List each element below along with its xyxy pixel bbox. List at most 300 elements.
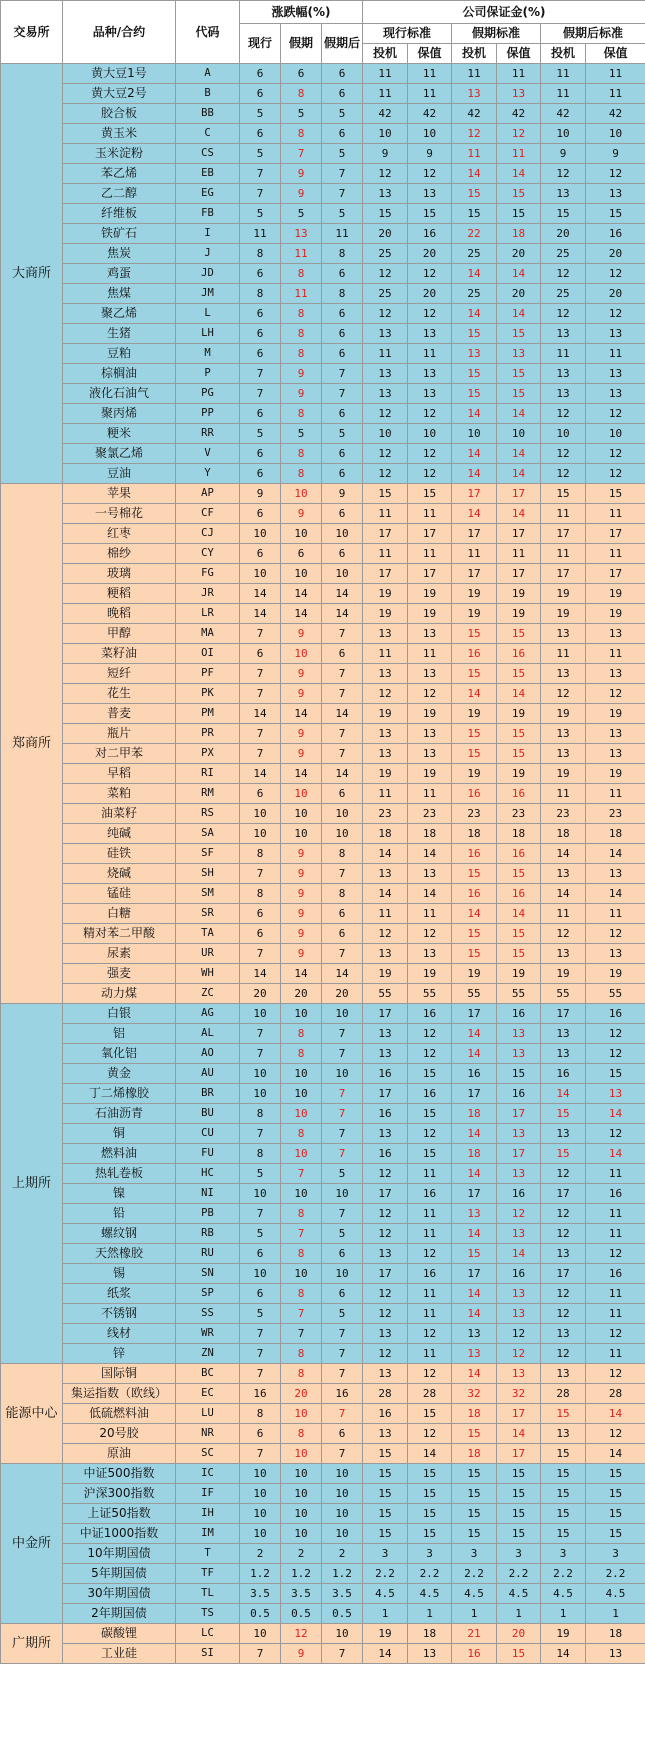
margin-after-hedge-cell: 13 [586,184,645,204]
margin-current-hedge-cell: 11 [408,344,452,364]
product-name: 集运指数（欧线） [63,1384,176,1404]
margin-after-spec-cell: 9 [541,144,586,164]
margin-after-spec-cell: 15 [541,204,586,224]
margin-current-spec-cell: 17 [363,1084,408,1104]
product-name: 聚氯乙烯 [63,444,176,464]
margin-after-spec-cell: 12 [541,1304,586,1324]
margin-current-spec-cell: 13 [363,864,408,884]
limit-holiday-cell: 14 [281,704,322,724]
product-code: P [176,364,240,384]
product-code: HC [176,1164,240,1184]
limit-holiday-cell: 7 [281,144,322,164]
limit-current-cell: 8 [240,244,281,264]
limit-holiday-cell: 10 [281,1464,322,1484]
product-name: 硅铁 [63,844,176,864]
margin-current-hedge-cell: 20 [408,284,452,304]
product-name: 黄大豆2号 [63,84,176,104]
margin-after-spec-cell: 12 [541,304,586,324]
header-hedge: 保值 [497,44,541,64]
limit-current-cell: 5 [240,424,281,444]
margin-current-spec-cell: 17 [363,564,408,584]
margin-after-spec-cell: 13 [541,1364,586,1384]
margin-current-hedge-cell: 12 [408,1124,452,1144]
product-name: 低硫燃料油 [63,1404,176,1424]
product-code: OI [176,644,240,664]
product-name: 石油沥青 [63,1104,176,1124]
limit-current-cell: 7 [240,1204,281,1224]
limit-after-cell: 5 [322,144,363,164]
limit-holiday-cell: 5 [281,204,322,224]
product-code: CU [176,1124,240,1144]
margin-after-hedge-cell: 1 [586,1604,645,1624]
margin-current-hedge-cell: 16 [408,1184,452,1204]
margin-current-hedge-cell: 23 [408,804,452,824]
margin-holiday-spec-cell: 13 [452,1344,497,1364]
limit-holiday-cell: 6 [281,544,322,564]
table-body [1,64,645,1664]
margin-after-hedge-cell: 13 [586,324,645,344]
margin-holiday-hedge-cell: 14 [497,444,541,464]
product-name: 30年期国债 [63,1584,176,1604]
product-name: 对二甲苯 [63,744,176,764]
margin-after-hedge-cell: 12 [586,164,645,184]
margin-current-hedge-cell: 10 [408,424,452,444]
product-name: 中证1000指数 [63,1524,176,1544]
product-name: 短纤 [63,664,176,684]
product-code: CF [176,504,240,524]
product-name: 白糖 [63,904,176,924]
limit-after-cell: 7 [322,1404,363,1424]
exchange-cell: 上期所 [1,1004,63,1364]
margin-current-hedge-cell: 13 [408,184,452,204]
product-name: 焦炭 [63,244,176,264]
product-code: BC [176,1364,240,1384]
margin-after-hedge-cell: 12 [586,924,645,944]
limit-current-cell: 6 [240,504,281,524]
margin-after-spec-cell: 12 [541,464,586,484]
product-code: RB [176,1224,240,1244]
table-row [1,1324,645,1344]
table-row [1,1404,645,1424]
limit-after-cell: 10 [322,1484,363,1504]
limit-after-cell: 7 [322,1084,363,1104]
margin-holiday-spec-cell: 13 [452,1324,497,1344]
product-name: 液化石油气 [63,384,176,404]
margin-current-hedge-cell: 42 [408,104,452,124]
limit-after-cell: 8 [322,844,363,864]
product-name: 乙二醇 [63,184,176,204]
margin-after-spec-cell: 13 [541,1244,586,1264]
margin-current-hedge-cell: 19 [408,964,452,984]
margin-holiday-spec-cell: 2.2 [452,1564,497,1584]
product-name: 生猪 [63,324,176,344]
limit-holiday-cell: 8 [281,1284,322,1304]
margin-holiday-hedge-cell: 15 [497,364,541,384]
margin-after-hedge-cell: 28 [586,1384,645,1404]
table-row [1,1044,645,1064]
product-code: M [176,344,240,364]
limit-current-cell: 5 [240,1224,281,1244]
product-code: PM [176,704,240,724]
margin-holiday-hedge-cell: 15 [497,384,541,404]
product-code: LC [176,1624,240,1644]
product-code: L [176,304,240,324]
margin-after-spec-cell: 15 [541,1444,586,1464]
limit-current-cell: 6 [240,444,281,464]
limit-holiday-cell: 9 [281,504,322,524]
margin-holiday-spec-cell: 14 [452,1044,497,1064]
margin-after-spec-cell: 13 [541,1124,586,1144]
margin-holiday-hedge-cell: 15 [497,1464,541,1484]
limit-current-cell: 7 [240,1124,281,1144]
limit-after-cell: 7 [322,1124,363,1144]
product-code: I [176,224,240,244]
limit-holiday-cell: 7 [281,1164,322,1184]
product-code: SR [176,904,240,924]
limit-after-cell: 6 [322,924,363,944]
margin-current-hedge-cell: 12 [408,1324,452,1344]
product-name: 粳稻 [63,584,176,604]
product-code: PF [176,664,240,684]
margin-after-spec-cell: 12 [541,1164,586,1184]
limit-current-cell: 0.5 [240,1604,281,1624]
product-name: 苯乙烯 [63,164,176,184]
margin-after-hedge-cell: 12 [586,1044,645,1064]
limit-holiday-cell: 9 [281,664,322,684]
margin-holiday-spec-cell: 14 [452,164,497,184]
margin-holiday-spec-cell: 17 [452,1264,497,1284]
table-row [1,1344,645,1364]
table-row [1,344,645,364]
margin-current-hedge-cell: 19 [408,704,452,724]
table-row [1,424,645,444]
table-row [1,1024,645,1044]
limit-after-cell: 7 [322,1024,363,1044]
product-name: 铜 [63,1124,176,1144]
margin-holiday-spec-cell: 15 [452,724,497,744]
margin-holiday-hedge-cell: 13 [497,1164,541,1184]
margin-current-spec-cell: 12 [363,1224,408,1244]
margin-after-spec-cell: 15 [541,1484,586,1504]
margin-holiday-hedge-cell: 55 [497,984,541,1004]
margin-after-spec-cell: 17 [541,524,586,544]
margin-after-spec-cell: 12 [541,1284,586,1304]
limit-holiday-cell: 10 [281,564,322,584]
margin-holiday-spec-cell: 1 [452,1604,497,1624]
limit-after-cell: 10 [322,1504,363,1524]
limit-holiday-cell: 14 [281,764,322,784]
margin-current-hedge-cell: 11 [408,1344,452,1364]
table-row [1,1104,645,1124]
margin-after-spec-cell: 13 [541,624,586,644]
limit-current-cell: 6 [240,304,281,324]
table-row [1,1584,645,1604]
margin-current-hedge-cell: 14 [408,884,452,904]
product-name: 黄玉米 [63,124,176,144]
product-code: SH [176,864,240,884]
margin-current-spec-cell: 13 [363,324,408,344]
table-row [1,404,645,424]
margin-holiday-hedge-cell: 14 [497,264,541,284]
margin-current-hedge-cell: 11 [408,64,452,84]
product-code: RR [176,424,240,444]
margin-current-spec-cell: 15 [363,484,408,504]
limit-holiday-cell: 8 [281,124,322,144]
margin-current-hedge-cell: 15 [408,1104,452,1124]
margin-after-spec-cell: 13 [541,664,586,684]
limit-after-cell: 14 [322,584,363,604]
product-code: NR [176,1424,240,1444]
margin-current-spec-cell: 55 [363,984,408,1004]
limit-after-cell: 6 [322,304,363,324]
table-row [1,84,645,104]
margin-after-hedge-cell: 19 [586,604,645,624]
limit-current-cell: 10 [240,1064,281,1084]
margin-current-spec-cell: 11 [363,544,408,564]
limit-current-cell: 10 [240,1464,281,1484]
margin-holiday-spec-cell: 18 [452,1104,497,1124]
margin-current-hedge-cell: 12 [408,444,452,464]
product-name: 白银 [63,1004,176,1024]
limit-current-cell: 10 [240,1504,281,1524]
margin-after-hedge-cell: 18 [586,1624,645,1644]
margin-current-spec-cell: 16 [363,1104,408,1124]
margin-current-hedge-cell: 13 [408,864,452,884]
product-name: 氧化铝 [63,1044,176,1064]
product-code: PR [176,724,240,744]
margin-current-spec-cell: 19 [363,1624,408,1644]
margin-holiday-hedge-cell: 18 [497,224,541,244]
limit-holiday-cell: 11 [281,284,322,304]
margin-after-hedge-cell: 19 [586,584,645,604]
product-name: 烧碱 [63,864,176,884]
limit-current-cell: 9 [240,484,281,504]
margin-after-spec-cell: 55 [541,984,586,1004]
margin-current-spec-cell: 4.5 [363,1584,408,1604]
limit-holiday-cell: 8 [281,1024,322,1044]
product-code: MA [176,624,240,644]
margin-current-hedge-cell: 18 [408,824,452,844]
margin-after-hedge-cell: 13 [586,1644,645,1664]
limit-holiday-cell: 10 [281,1104,322,1124]
margin-current-spec-cell: 19 [363,964,408,984]
limit-current-cell: 7 [240,1344,281,1364]
margin-current-hedge-cell: 13 [408,324,452,344]
margin-after-spec-cell: 15 [541,1504,586,1524]
limit-holiday-cell: 8 [281,1044,322,1064]
table-row [1,684,645,704]
limit-after-cell: 5 [322,1304,363,1324]
margin-after-hedge-cell: 13 [586,364,645,384]
limit-after-cell: 14 [322,604,363,624]
margin-current-hedge-cell: 13 [408,724,452,744]
limit-after-cell: 10 [322,1624,363,1644]
header-limit-holiday: 假期 [281,24,322,64]
product-code: RU [176,1244,240,1264]
margin-after-hedge-cell: 16 [586,224,645,244]
limit-holiday-cell: 9 [281,904,322,924]
margin-current-hedge-cell: 19 [408,604,452,624]
limit-current-cell: 10 [240,1004,281,1024]
product-name: 锰硅 [63,884,176,904]
limit-current-cell: 14 [240,704,281,724]
limit-current-cell: 6 [240,904,281,924]
header-spec: 投机 [541,44,586,64]
limit-holiday-cell: 5 [281,104,322,124]
table-row [1,1004,645,1024]
margin-current-spec-cell: 13 [363,1124,408,1144]
limit-holiday-cell: 9 [281,184,322,204]
margin-current-spec-cell: 9 [363,144,408,164]
margin-after-hedge-cell: 15 [586,1484,645,1504]
margin-after-hedge-cell: 55 [586,984,645,1004]
product-name: 甲醇 [63,624,176,644]
limit-after-cell: 6 [322,84,363,104]
margin-current-hedge-cell: 13 [408,664,452,684]
margin-after-hedge-cell: 4.5 [586,1584,645,1604]
margin-holiday-spec-cell: 14 [452,444,497,464]
product-name: 铝 [63,1024,176,1044]
margin-after-hedge-cell: 23 [586,804,645,824]
product-name: 天然橡胶 [63,1244,176,1264]
margin-holiday-hedge-cell: 42 [497,104,541,124]
margin-after-hedge-cell: 13 [586,384,645,404]
product-name: 10年期国债 [63,1544,176,1564]
table-row [1,304,645,324]
margin-after-spec-cell: 15 [541,1524,586,1544]
limit-holiday-cell: 10 [281,1484,322,1504]
margin-current-hedge-cell: 4.5 [408,1584,452,1604]
limit-holiday-cell: 9 [281,884,322,904]
limit-holiday-cell: 8 [281,1244,322,1264]
header-hedge: 保值 [586,44,645,64]
margin-current-spec-cell: 12 [363,684,408,704]
product-name: 上证50指数 [63,1504,176,1524]
limit-after-cell: 7 [322,684,363,704]
margin-current-hedge-cell: 16 [408,224,452,244]
table-row [1,164,645,184]
margin-current-spec-cell: 42 [363,104,408,124]
margin-holiday-spec-cell: 19 [452,604,497,624]
product-name: 镍 [63,1184,176,1204]
margin-after-spec-cell: 12 [541,444,586,464]
header-hedge: 保值 [408,44,452,64]
margin-after-spec-cell: 18 [541,824,586,844]
margin-current-hedge-cell: 13 [408,744,452,764]
margin-current-spec-cell: 15 [363,1464,408,1484]
exchange-cell: 郑商所 [1,484,63,1004]
margin-current-spec-cell: 13 [363,724,408,744]
margin-after-hedge-cell: 12 [586,264,645,284]
limit-after-cell: 6 [322,544,363,564]
table-row [1,284,645,304]
product-name: 一号棉花 [63,504,176,524]
product-code: SF [176,844,240,864]
limit-after-cell: 10 [322,1064,363,1084]
margin-holiday-spec-cell: 15 [452,324,497,344]
margin-after-spec-cell: 15 [541,1404,586,1424]
margin-current-spec-cell: 13 [363,1244,408,1264]
margin-after-spec-cell: 14 [541,1644,586,1664]
margin-current-spec-cell: 14 [363,884,408,904]
limit-current-cell: 10 [240,824,281,844]
limit-after-cell: 10 [322,1524,363,1544]
margin-current-hedge-cell: 15 [408,1484,452,1504]
limit-after-cell: 6 [322,64,363,84]
product-name: 早稻 [63,764,176,784]
product-code: PG [176,384,240,404]
margin-holiday-hedge-cell: 15 [497,724,541,744]
product-code: AG [176,1004,240,1024]
limit-after-cell: 6 [322,1424,363,1444]
limit-after-cell: 10 [322,1004,363,1024]
margin-holiday-spec-cell: 14 [452,504,497,524]
margin-current-spec-cell: 12 [363,304,408,324]
margin-holiday-hedge-cell: 12 [497,1204,541,1224]
limit-holiday-cell: 8 [281,1344,322,1364]
margin-current-hedge-cell: 15 [408,1464,452,1484]
margin-current-hedge-cell: 1 [408,1604,452,1624]
limit-current-cell: 2 [240,1544,281,1564]
header-margin-holiday: 假期标准 [452,24,541,44]
limit-after-cell: 14 [322,704,363,724]
product-code: IH [176,1504,240,1524]
limit-holiday-cell: 10 [281,1004,322,1024]
limit-current-cell: 6 [240,324,281,344]
margin-after-spec-cell: 12 [541,264,586,284]
table-row [1,744,645,764]
product-name: 线材 [63,1324,176,1344]
margin-holiday-spec-cell: 16 [452,1644,497,1664]
margin-current-spec-cell: 12 [363,404,408,424]
table-row [1,224,645,244]
limit-after-cell: 6 [322,404,363,424]
header-limit-current: 现行 [240,24,281,64]
margin-holiday-spec-cell: 19 [452,764,497,784]
limit-after-cell: 5 [322,424,363,444]
margin-current-spec-cell: 13 [363,744,408,764]
table-row [1,484,645,504]
margin-holiday-hedge-cell: 13 [497,1224,541,1244]
limit-holiday-cell: 10 [281,484,322,504]
limit-after-cell: 7 [322,1644,363,1664]
limit-current-cell: 14 [240,584,281,604]
header-product: 品种/合约 [63,1,176,64]
table-row [1,1444,645,1464]
margin-current-hedge-cell: 12 [408,684,452,704]
limit-after-cell: 7 [322,1104,363,1124]
margin-current-spec-cell: 23 [363,804,408,824]
margin-holiday-spec-cell: 32 [452,1384,497,1404]
margin-holiday-hedge-cell: 15 [497,664,541,684]
margin-after-spec-cell: 11 [541,344,586,364]
margin-holiday-spec-cell: 11 [452,144,497,164]
product-name: 5年期国债 [63,1564,176,1584]
limit-current-cell: 10 [240,1184,281,1204]
margin-holiday-hedge-cell: 14 [497,504,541,524]
margin-current-hedge-cell: 15 [408,1524,452,1544]
limit-after-cell: 7 [322,1364,363,1384]
margin-holiday-hedge-cell: 19 [497,764,541,784]
limit-current-cell: 7 [240,1364,281,1384]
product-code: SM [176,884,240,904]
margin-holiday-spec-cell: 14 [452,1024,497,1044]
margin-holiday-hedge-cell: 20 [497,1624,541,1644]
product-code: FB [176,204,240,224]
margin-holiday-hedge-cell: 14 [497,684,541,704]
limit-after-cell: 7 [322,384,363,404]
limit-after-cell: 2 [322,1544,363,1564]
